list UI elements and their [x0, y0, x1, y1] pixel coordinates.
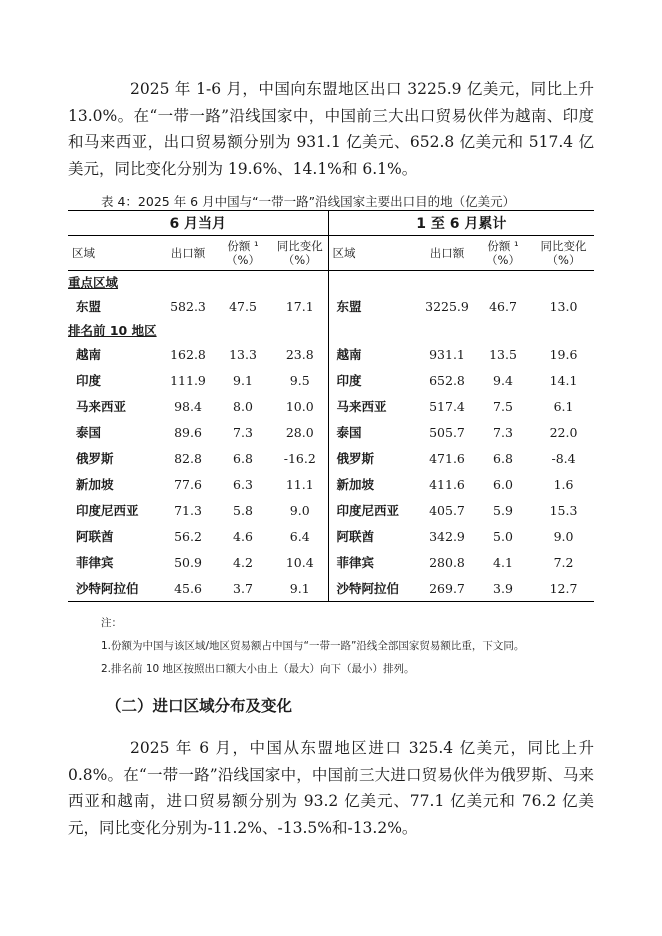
cumulative-yoy: 7.2: [553, 554, 574, 570]
region-name: 泰国: [328, 419, 421, 445]
table-row: [68, 367, 594, 393]
monthly-share: 3.7: [214, 575, 272, 602]
monthly-export: 82.8: [174, 450, 202, 466]
region-name: 泰国: [76, 425, 102, 440]
note-1: 1.份额为中国与该区域/地区贸易额占中国与“一带一路”沿线全部国家贸易额比重，下文同。: [101, 640, 525, 652]
col-header-region: 区域: [68, 236, 162, 271]
monthly-yoy: 11.1: [285, 476, 314, 492]
cumulative-yoy: 6.1: [553, 398, 574, 414]
table-row: [68, 471, 594, 497]
monthly-export: 111.9: [170, 372, 206, 388]
region-name: 新加坡: [76, 477, 114, 492]
cumulative-share: 46.7: [489, 298, 517, 314]
col-header-share: 份额 ¹ （%）: [214, 236, 272, 271]
group-label-top10: 排名前 10 地区: [68, 323, 157, 338]
monthly-yoy: 6.4: [289, 528, 310, 544]
region-name: 新加坡: [328, 471, 421, 497]
region-name: 印度尼西亚: [328, 497, 421, 523]
cumulative-yoy: 22.0: [549, 424, 578, 440]
cumulative-export: 269.7: [421, 575, 473, 602]
group-spacer: [328, 319, 594, 341]
monthly-export: 162.8: [170, 346, 206, 362]
region-name: 越南: [328, 341, 421, 367]
monthly-share: 4.2: [233, 554, 253, 570]
cumulative-export: 471.6: [429, 450, 465, 466]
cumulative-share: 7.5: [493, 398, 513, 414]
region-name: 菲律宾: [76, 555, 114, 570]
monthly-export: 582.3: [170, 298, 206, 314]
period-header-cumulative: 1 至 6 月累计: [328, 211, 594, 236]
region-name: 俄罗斯: [76, 451, 114, 466]
table-row: [68, 497, 594, 523]
note-2: 2.排名前 10 地区按照出口额大小由上（最大）向下（最小）排列。: [101, 663, 415, 675]
region-name: 东盟: [76, 299, 102, 314]
cumulative-export: 931.1: [429, 346, 465, 362]
region-name: 东盟: [328, 293, 421, 319]
table-notes: [101, 612, 524, 681]
region-name: 越南: [76, 347, 102, 362]
monthly-yoy: 10.4: [285, 554, 314, 570]
region-name: 马来西亚: [328, 393, 421, 419]
cumulative-yoy: 1.6: [553, 476, 574, 492]
region-name: 菲律宾: [328, 549, 421, 575]
monthly-export: 77.6: [174, 476, 202, 492]
monthly-share: 47.5: [229, 298, 257, 314]
monthly-share: 6.8: [233, 450, 253, 466]
notes-label: 注：: [101, 617, 122, 629]
table-caption: 表 4：2025 年 6 月中国与“一带一路”沿线国家主要出口目的地（亿美元）: [101, 194, 516, 209]
table-row: [68, 393, 594, 419]
section-heading: （二）进口区域分布及变化: [106, 697, 293, 715]
cumulative-export: 505.7: [429, 424, 465, 440]
group-spacer: [328, 271, 594, 294]
table-row: [68, 575, 594, 602]
col-header-region: 区域: [328, 236, 421, 271]
col-header-share: 份额 ¹ （%）: [473, 236, 533, 271]
table-row: [68, 341, 594, 367]
region-name: 俄罗斯: [328, 445, 421, 471]
cumulative-yoy: -8.4: [551, 450, 576, 466]
monthly-export: 98.4: [174, 398, 202, 414]
cumulative-yoy: 9.0: [553, 528, 574, 544]
monthly-yoy: 28.0: [285, 424, 314, 440]
table-row: [68, 445, 594, 471]
monthly-yoy: 9.5: [289, 372, 310, 388]
region-name: 印度: [76, 373, 102, 388]
col-header-yoy: 同比变化 （%）: [533, 236, 594, 271]
cumulative-yoy: 14.1: [549, 372, 578, 388]
monthly-yoy: 9.1: [272, 575, 328, 602]
cumulative-export: 411.6: [429, 476, 465, 492]
export-destinations-table: [68, 210, 594, 602]
cumulative-share: 5.0: [493, 528, 513, 544]
monthly-yoy: 23.8: [285, 346, 314, 362]
cumulative-export: 405.7: [429, 502, 465, 518]
col-header-yoy: 同比变化 （%）: [272, 236, 328, 271]
cumulative-share: 7.3: [493, 424, 513, 440]
monthly-share: 4.6: [233, 528, 253, 544]
cumulative-share: 3.9: [473, 575, 533, 602]
cumulative-share: 5.9: [493, 502, 513, 518]
cumulative-export: 517.4: [429, 398, 465, 414]
region-name: 印度尼西亚: [76, 503, 139, 518]
monthly-share: 6.3: [233, 476, 253, 492]
cumulative-export: 342.9: [429, 528, 465, 544]
intro-paragraph: 2025 年 1-6 月，中国向东盟地区出口 3225.9 亿美元，同比上升 13.0%。在“一带一路”沿线国家中，中国前三大出口贸易伙伴为越南、印度和马来西亚，出口贸易额分别为 931.1 亿美元、652.8 亿美元和 517.4 亿美元，同比变化分别为 19.6%、14.1%和 6.1%。: [68, 80, 594, 178]
region-name: 马来西亚: [76, 399, 127, 414]
monthly-yoy: -16.2: [283, 450, 316, 466]
region-name: 阿联酋: [328, 523, 421, 549]
monthly-yoy: 9.0: [289, 502, 310, 518]
table-row: [68, 419, 594, 445]
monthly-share: 9.1: [233, 372, 253, 388]
import-paragraph: 2025 年 6 月，中国从东盟地区进口 325.4 亿美元，同比上升 0.8%。在“一带一路”沿线国家中，中国前三大进口贸易伙伴为俄罗斯、马来西亚和越南，进口贸易额分别为 93.2 亿美元、77.1 亿美元和 76.2 亿美元，同比变化分别为-11.2%、-13.5%和-13.2%。: [68, 739, 594, 837]
group-label-key-region: 重点区域: [68, 275, 119, 290]
cumulative-export: 652.8: [429, 372, 465, 388]
cumulative-export: 280.8: [429, 554, 465, 570]
cumulative-yoy: 19.6: [549, 346, 578, 362]
cumulative-yoy: 15.3: [549, 502, 578, 518]
monthly-yoy: 10.0: [285, 398, 314, 414]
cumulative-share: 6.0: [493, 476, 513, 492]
cumulative-share: 6.8: [493, 450, 513, 466]
table-row: [68, 549, 594, 575]
monthly-export: 89.6: [174, 424, 202, 440]
monthly-export: 71.3: [174, 502, 202, 518]
monthly-export: 56.2: [174, 528, 202, 544]
region-name: 沙特阿拉伯: [328, 575, 421, 602]
col-header-export: 出口额: [421, 236, 473, 271]
region-name: 沙特阿拉伯: [68, 575, 162, 602]
cumulative-share: 9.4: [493, 372, 513, 388]
cumulative-share: 13.5: [489, 346, 517, 362]
cumulative-yoy: 13.0: [549, 298, 578, 314]
monthly-yoy: 17.1: [285, 298, 314, 314]
region-name: 印度: [328, 367, 421, 393]
col-header-export: 出口额: [162, 236, 214, 271]
monthly-share: 8.0: [233, 398, 253, 414]
monthly-export: 45.6: [162, 575, 214, 602]
monthly-export: 50.9: [174, 554, 202, 570]
cumulative-share: 4.1: [493, 554, 513, 570]
monthly-share: 7.3: [233, 424, 253, 440]
table-row: [68, 293, 594, 319]
monthly-share: 5.8: [233, 502, 253, 518]
monthly-share: 13.3: [229, 346, 257, 362]
period-header-monthly: 6 月当月: [68, 211, 328, 236]
cumulative-yoy: 12.7: [533, 575, 594, 602]
cumulative-export: 3225.9: [425, 298, 469, 314]
region-name: 阿联酋: [76, 529, 114, 544]
table-row: [68, 523, 594, 549]
